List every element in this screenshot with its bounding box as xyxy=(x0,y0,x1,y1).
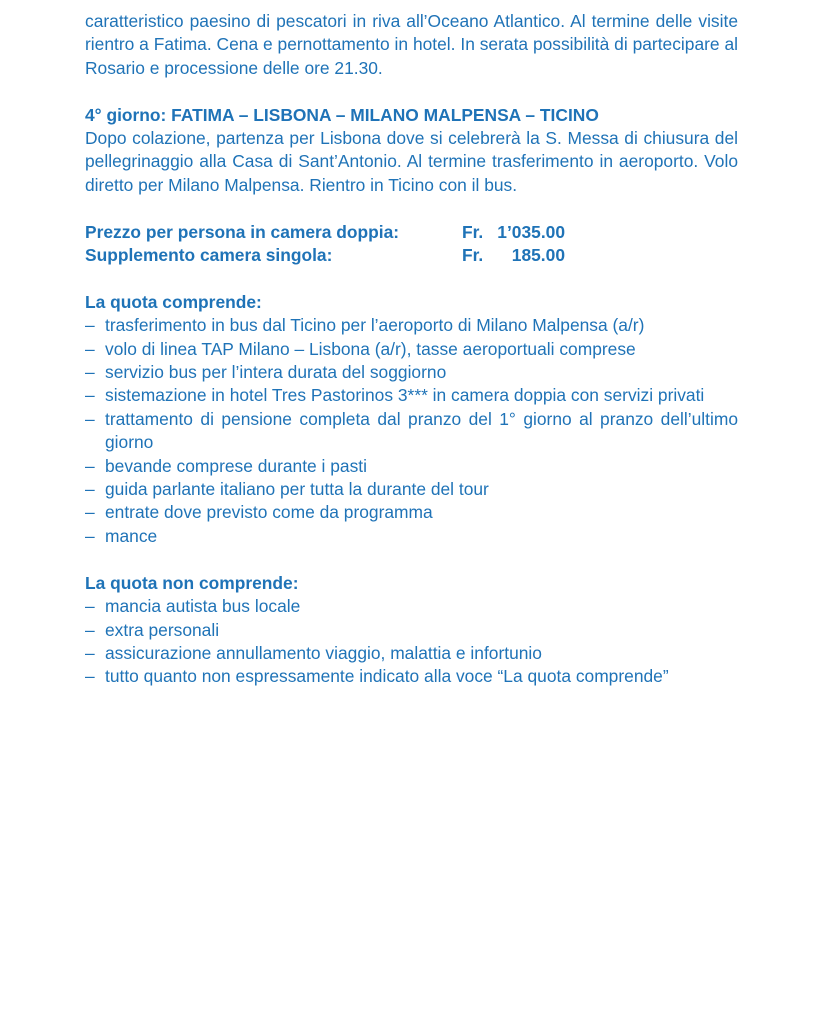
list-item xyxy=(85,665,738,688)
price-currency: Fr. xyxy=(462,245,484,266)
list-item-text: mance xyxy=(105,525,158,546)
list-item xyxy=(85,525,738,548)
list-item-text: extra personali xyxy=(105,619,220,640)
list-item xyxy=(85,642,738,665)
list-item xyxy=(85,408,738,455)
dash-bullet: – xyxy=(85,455,95,476)
price-table xyxy=(85,221,565,268)
excludes-section xyxy=(85,572,738,689)
includes-heading: La quota comprende: xyxy=(85,291,262,312)
list-item-text: volo di linea TAP Milano – Lisbona (a/r), tasse aeroportuali comprese xyxy=(105,338,636,359)
includes-list xyxy=(85,314,738,548)
dash-bullet: – xyxy=(85,479,95,500)
dash-bullet: – xyxy=(85,408,95,429)
list-item xyxy=(85,338,738,361)
list-item xyxy=(85,361,738,384)
list-item-text: entrate dove previsto come da programma xyxy=(105,502,433,523)
day4-heading: 4° giorno: FATIMA – LISBONA – MILANO MALPENSA – TICINO xyxy=(85,104,599,125)
list-item-text: guida parlante italiano per tutta la durante del tour xyxy=(105,479,489,500)
intro-paragraph: caratteristico paesino di pescatori in riva all’Oceano Atlantico. Al termine delle visite rientro a Fatima. Cena e pernottamento in hotel. In serata possibilità di partecipare al Rosario e processione delle ore 21.30. xyxy=(85,11,738,78)
list-item-text: mancia autista bus locale xyxy=(105,596,301,617)
list-item xyxy=(85,501,738,524)
dash-bullet: – xyxy=(85,338,95,359)
list-item-text: tutto quanto non espressamente indicato alla voce “La quota comprende” xyxy=(105,666,669,687)
price-section xyxy=(85,221,738,268)
list-item xyxy=(85,478,738,501)
dash-bullet: – xyxy=(85,502,95,523)
list-item xyxy=(85,455,738,478)
dash-bullet: – xyxy=(85,315,95,336)
dash-bullet: – xyxy=(85,596,95,617)
day4-paragraph: Dopo colazione, partenza per Lisbona dove si celebrerà la S. Messa di chiusura del pellegrinaggio alla Casa di Sant’Antonio. Al termine trasferimento in aeroporto. Volo diretto per Milano Malpensa. Rientro in Ticino con il bus. xyxy=(85,128,738,195)
price-currency: Fr. xyxy=(462,221,484,242)
list-item-text: trasferimento in bus dal Ticino per l’aeroporto di Milano Malpensa (a/r) xyxy=(105,315,645,336)
dash-bullet: – xyxy=(85,642,95,663)
list-item xyxy=(85,384,738,407)
day4-section xyxy=(85,104,738,198)
price-amount: 1’035.00 xyxy=(497,221,565,242)
list-item-text: servizio bus per l’intera durata del soggiorno xyxy=(105,362,447,383)
list-item xyxy=(85,619,738,642)
list-item-text: sistemazione in hotel Tres Pastorinos 3*** in camera doppia con servizi privati xyxy=(105,385,705,406)
excludes-list xyxy=(85,595,738,689)
dash-bullet: – xyxy=(85,362,95,383)
list-item xyxy=(85,595,738,618)
dash-bullet: – xyxy=(85,525,95,546)
price-row-double xyxy=(85,221,565,244)
document-page xyxy=(85,10,738,689)
list-item-text: trattamento di pensione completa dal pranzo del 1° giorno al pranzo dell’ultimo giorno xyxy=(105,408,738,453)
price-amount: 185.00 xyxy=(511,245,565,266)
list-item-text: bevande comprese durante i pasti xyxy=(105,455,367,476)
list-item-text: assicurazione annullamento viaggio, malattia e infortunio xyxy=(105,642,542,663)
includes-section xyxy=(85,291,738,548)
price-row-single-supplement xyxy=(85,244,565,267)
price-label: Prezzo per persona in camera doppia: xyxy=(85,221,400,242)
dash-bullet: – xyxy=(85,666,95,687)
dash-bullet: – xyxy=(85,385,95,406)
price-label: Supplemento camera singola: xyxy=(85,245,333,266)
dash-bullet: – xyxy=(85,619,95,640)
excludes-heading: La quota non comprende: xyxy=(85,572,299,593)
list-item xyxy=(85,314,738,337)
